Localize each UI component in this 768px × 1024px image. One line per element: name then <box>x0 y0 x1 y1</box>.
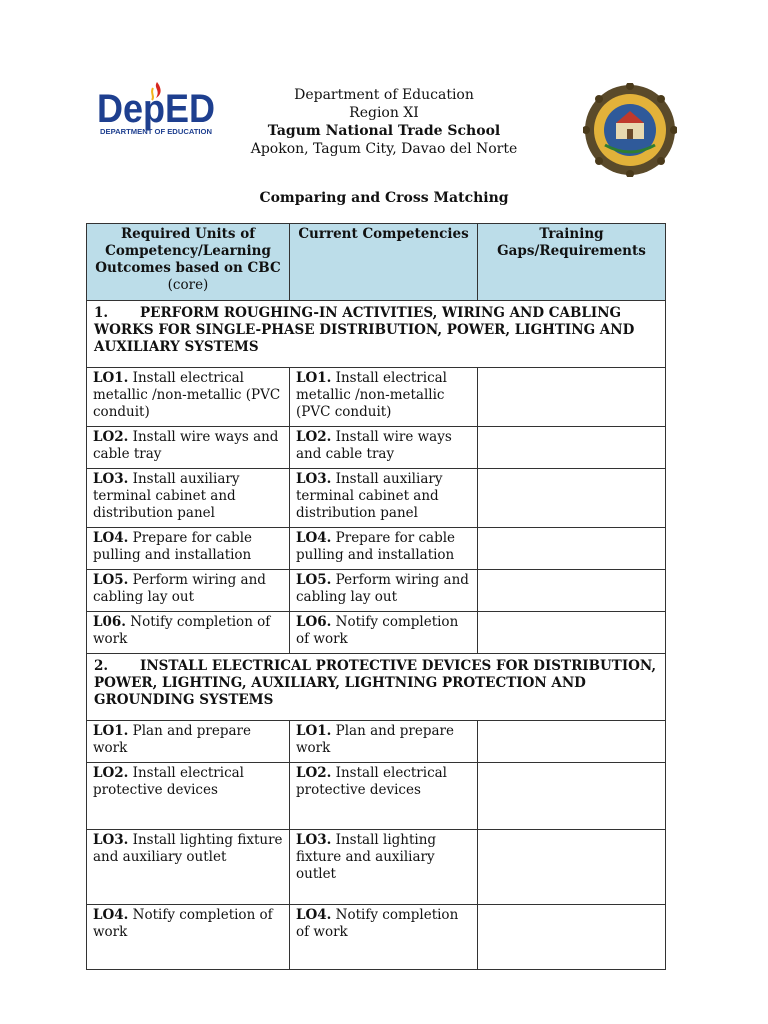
header-current-competencies: Current Competencies <box>290 224 478 301</box>
training-gap-cell <box>478 528 666 570</box>
current-competency-cell <box>290 830 478 905</box>
table-row <box>87 528 666 570</box>
school-name: Tagum National Trade School <box>267 123 501 139</box>
section-number: 2. <box>94 658 109 674</box>
section-2-title-cell <box>87 654 666 721</box>
lo-code: L06. <box>93 614 126 630</box>
table-row <box>87 721 666 763</box>
training-gap-cell <box>478 427 666 469</box>
training-gap-cell <box>478 721 666 763</box>
current-competency-cell <box>290 721 478 763</box>
school-address: Apokon, Tagum City, Davao del Norte <box>250 141 518 157</box>
competency-table <box>86 223 666 970</box>
lo-text: Install lighting fixture and auxiliary outlet <box>93 832 283 865</box>
table-row <box>87 612 666 654</box>
lo-code: LO4. <box>93 530 129 546</box>
lo-code: LO2. <box>93 429 129 445</box>
table-row <box>87 570 666 612</box>
lo-text: Perform wiring and cabling lay out <box>93 572 266 605</box>
header-training-gaps: Training Gaps/Requirements <box>478 224 666 301</box>
table-row <box>87 830 666 905</box>
table-row <box>87 763 666 830</box>
lo-code: LO3. <box>296 832 332 848</box>
lo-code: LO2. <box>296 429 332 445</box>
region-name: Region XI <box>349 105 419 121</box>
letterhead <box>0 86 768 158</box>
table-row <box>87 905 666 970</box>
lo-text: Prepare for cable pulling and installation <box>296 530 456 563</box>
section-title: INSTALL ELECTRICAL PROTECTIVE DEVICES FOR DISTRIBUTION, POWER, LIGHTING, AUXILIARY, LIGHTNING PROTECTION AND GROUNDING SYSTEMS <box>94 658 657 708</box>
header-core-note: (core) <box>167 277 209 293</box>
current-competency-cell <box>290 763 478 830</box>
lo-code: LO1. <box>296 723 332 739</box>
section-row <box>87 301 666 368</box>
required-outcome-cell <box>87 721 290 763</box>
lo-text: Install electrical metallic /non-metallic (PVC conduit) <box>296 370 447 420</box>
current-competency-cell <box>290 570 478 612</box>
lo-text: Perform wiring and cabling lay out <box>296 572 469 605</box>
table-row <box>87 368 666 427</box>
lo-code: LO2. <box>93 765 129 781</box>
lo-code: LO1. <box>93 370 129 386</box>
lo-text: Install wire ways and cable tray <box>296 429 452 462</box>
lo-text: Plan and prepare work <box>93 723 251 756</box>
required-outcome-cell <box>87 427 290 469</box>
section-number: 1. <box>94 305 109 321</box>
required-outcome-cell <box>87 368 290 427</box>
current-competency-cell <box>290 427 478 469</box>
lo-text: Install electrical protective devices <box>93 765 244 798</box>
lo-code: LO3. <box>296 471 332 487</box>
lo-text: Install wire ways and cable tray <box>93 429 279 462</box>
required-outcome-cell <box>87 612 290 654</box>
lo-text: Notify completion of work <box>296 907 459 940</box>
required-outcome-cell <box>87 905 290 970</box>
header-required-units-label: Required Units of Competency/Learning Outcomes based on CBC <box>95 226 281 276</box>
current-competency-cell <box>290 905 478 970</box>
required-outcome-cell <box>87 830 290 905</box>
lo-text: Install lighting fixture and auxiliary outlet <box>296 832 437 882</box>
lo-code: LO1. <box>296 370 332 386</box>
lo-code: LO4. <box>296 530 332 546</box>
lo-code: LO1. <box>93 723 129 739</box>
section-title: PERFORM ROUGHING-IN ACTIVITIES, WIRING AND CABLING WORKS FOR SINGLE-PHASE DISTRIBUTION, POWER, LIGHTING AND AUXILIARY SYSTEMS <box>94 305 635 355</box>
deped-logo-word: DepED <box>97 87 215 131</box>
lo-code: LO3. <box>93 832 129 848</box>
training-gap-cell <box>478 830 666 905</box>
lo-text: Prepare for cable pulling and installation <box>93 530 253 563</box>
department-name: Department of Education <box>294 87 474 103</box>
lo-text: Notify completion of work <box>93 907 273 940</box>
table-header-row <box>87 224 666 301</box>
lo-code: LO2. <box>296 765 332 781</box>
lo-code: LO3. <box>93 471 129 487</box>
training-gap-cell <box>478 612 666 654</box>
training-gap-cell <box>478 763 666 830</box>
current-competency-cell <box>290 469 478 528</box>
current-competency-cell <box>290 612 478 654</box>
lo-code: LO5. <box>93 572 129 588</box>
lo-text: Plan and prepare work <box>296 723 454 756</box>
required-outcome-cell <box>87 528 290 570</box>
header-required-units <box>87 224 290 301</box>
deped-logo-subtext: DEPARTMENT OF EDUCATION <box>100 129 212 136</box>
training-gap-cell <box>478 368 666 427</box>
current-competency-cell <box>290 368 478 427</box>
required-outcome-cell <box>87 570 290 612</box>
document-title: Comparing and Cross Matching <box>259 190 509 206</box>
required-outcome-cell <box>87 469 290 528</box>
lo-text: Install auxiliary terminal cabinet and distribution panel <box>93 471 240 521</box>
lo-code: LO4. <box>93 907 129 923</box>
lo-text: Install auxiliary terminal cabinet and distribution panel <box>296 471 443 521</box>
lo-code: LO4. <box>296 907 332 923</box>
lo-code: LO6. <box>296 614 332 630</box>
section-row <box>87 654 666 721</box>
training-gap-cell <box>478 905 666 970</box>
current-competency-cell <box>290 528 478 570</box>
lo-text: Install electrical protective devices <box>296 765 447 798</box>
lo-text: Install electrical metallic /non-metallic (PVC conduit) <box>93 370 281 420</box>
table-row <box>87 469 666 528</box>
table-row <box>87 427 666 469</box>
required-outcome-cell <box>87 763 290 830</box>
lo-text: Notify completion of work <box>93 614 271 647</box>
training-gap-cell <box>478 469 666 528</box>
lo-text: Notify completion of work <box>296 614 459 647</box>
section-1-title-cell <box>87 301 666 368</box>
training-gap-cell <box>478 570 666 612</box>
lo-code: LO5. <box>296 572 332 588</box>
